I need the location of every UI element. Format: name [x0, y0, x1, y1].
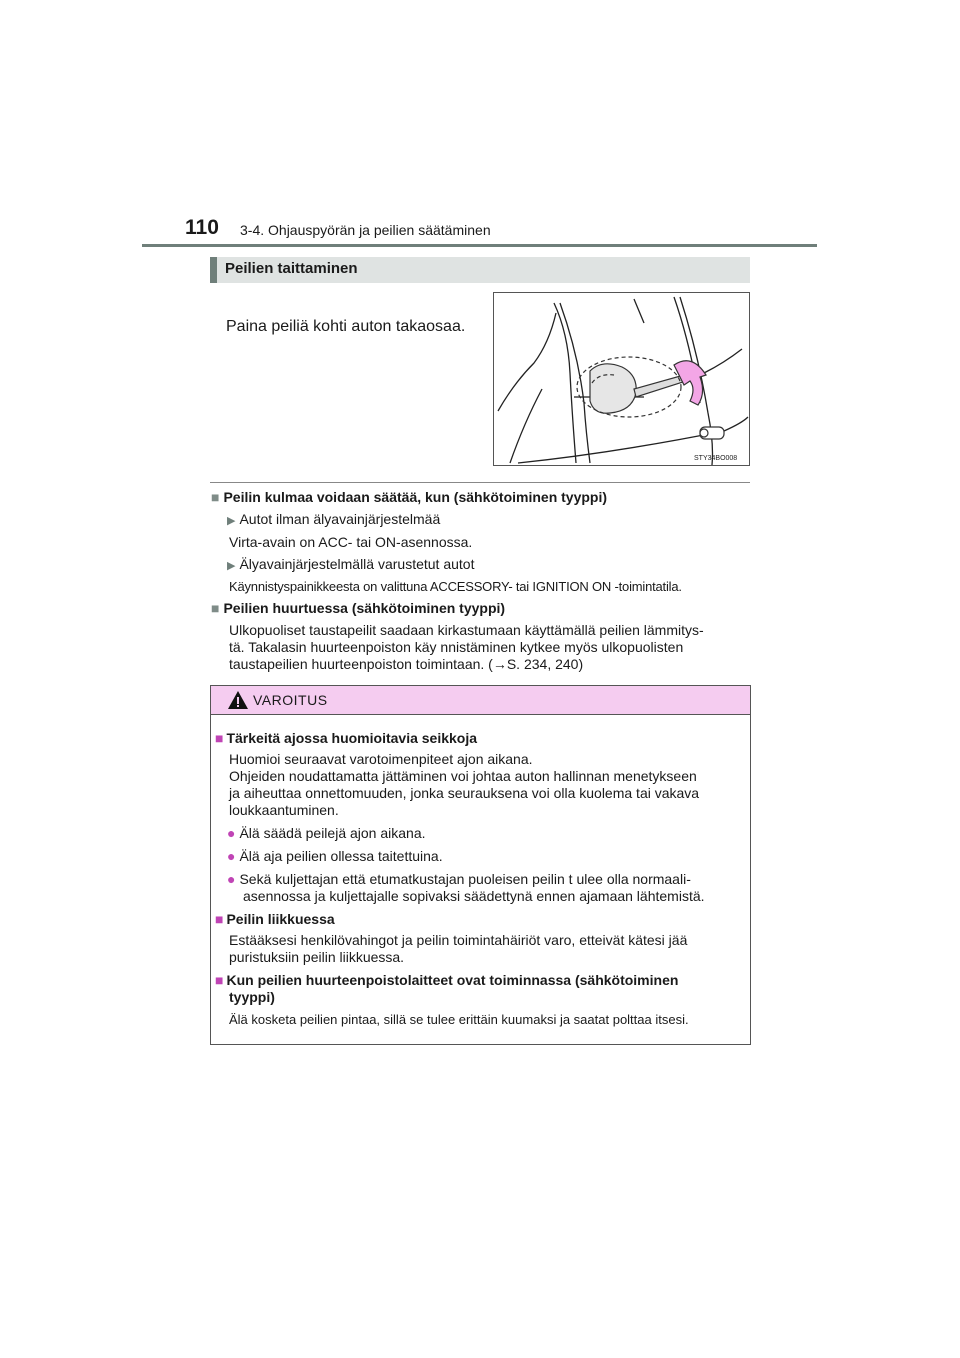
sub-condition-2-text: Älyavainjärjestelmällä varustetut autot: [239, 556, 475, 572]
warning-heading-text: Tärkeitä ajossa huomioitavia seikkoja: [226, 730, 478, 746]
square-bullet-icon: ■: [215, 911, 224, 927]
warning-bullet-continuation: asennossa ja kuljettajalle sopivaksi säädettynä ennen ajamaan lähtemistä.: [243, 888, 705, 904]
intro-text: Paina peiliä kohti auton takaosaa.: [226, 318, 466, 335]
section-title-accent: [210, 257, 217, 283]
dot-bullet-icon: ●: [227, 848, 236, 864]
defrost-line-3: taustapeilien huurteenpoiston toimintaan. (→S. 234, 240): [229, 656, 584, 672]
warning-heading-moving: [215, 911, 335, 928]
warning-bullet-text: Älä säädä peilejä ajon aikana.: [239, 825, 426, 841]
section-divider: [210, 482, 750, 483]
warning-bullet-text: Älä aja peilien ollessa taitettuina.: [239, 848, 443, 864]
item-heading-defrost: [211, 600, 505, 616]
sub-condition-1: [227, 511, 440, 527]
warning-box: [210, 685, 751, 1045]
dot-bullet-icon: ●: [227, 871, 236, 887]
triangle-bullet-icon: ▶: [227, 515, 236, 527]
section-title: Peilien taittaminen: [225, 260, 358, 277]
warning-bullet: [227, 825, 426, 842]
warning-text: Älä kosketa peilien pintaa, sillä se tulee erittäin kuumaksi ja saatat polttaa itsesi.: [229, 1012, 689, 1027]
figure-code: STY34BO008: [694, 455, 738, 462]
warning-heading-defrost: [215, 972, 678, 989]
condition-1-text: Virta-avain on ACC- tai ON-asennossa.: [229, 534, 473, 550]
sub-condition-1-text: Autot ilman älyavainjärjestelmää: [239, 511, 441, 527]
chapter-title: 3-4. Ohjauspyörän ja peilien säätäminen: [240, 222, 491, 238]
warning-bullet-text: Sekä kuljettajan että etumatkustajan puoleisen peilin t ulee olla normaali-: [239, 871, 691, 887]
defrost-line-2: tä. Takalasin huurteenpoiston käy nnistäminen kytkee myös ulkopuolisten: [229, 639, 684, 655]
item-heading-text: Peilien huurtuessa (sähkötoiminen tyyppi): [223, 600, 506, 616]
sub-condition-2: [227, 556, 474, 572]
warning-heading-text: Kun peilien huurteenpoistolaitteet ovat toiminnassa (sähkötoiminen: [226, 972, 679, 988]
warning-bullet: [227, 871, 691, 888]
header-divider: [142, 244, 817, 247]
warning-heading-text: Peilin liikkuessa: [226, 911, 335, 927]
square-bullet-icon: ■: [215, 972, 224, 988]
warning-label: VAROITUS: [253, 692, 328, 708]
warning-text: loukkaantuminen.: [229, 802, 339, 818]
condition-2-text: Käynnistyspainikkeesta on valittuna ACCESSORY- tai IGNITION ON -toimintatila.: [229, 579, 682, 594]
item-heading-text: Peilin kulmaa voidaan säätää, kun (sähkötoiminen tyyppi): [223, 489, 608, 505]
warning-text: ja aiheuttaa onnettomuuden, jonka seurauksena voi olla kuolema tai vakava: [229, 785, 700, 801]
dot-bullet-icon: ●: [227, 825, 236, 841]
mirror-fold-illustration: [493, 292, 750, 466]
square-bullet-icon: ■: [215, 730, 224, 746]
square-bullet-icon: ■: [211, 489, 220, 505]
warning-text: Ohjeiden noudattamatta jättäminen voi johtaa auton hallinnan menetykseen: [229, 768, 697, 784]
warning-triangle-icon: [227, 690, 249, 710]
page-number: 110: [185, 216, 219, 239]
warning-text: Huomioi seuraavat varotoimenpiteet ajon aikana.: [229, 751, 533, 767]
item-heading-angle: [211, 489, 607, 505]
warning-bullet: [227, 848, 443, 865]
warning-text: Estääksesi henkilövahingot ja peilin toimintahäiriöt varo, etteivät kätesi jää: [229, 932, 688, 948]
warning-heading-continuation: tyyppi): [229, 989, 275, 1005]
triangle-bullet-icon: ▶: [227, 560, 236, 572]
warning-text: puristuksiin peilin liikkuessa.: [229, 949, 405, 965]
section-title-bar: [210, 257, 750, 283]
square-bullet-icon: ■: [211, 600, 220, 616]
warning-header: [211, 686, 750, 715]
defrost-line-1: Ulkopuoliset taustapeilit saadaan kirkastumaan käyttämällä peilien lämmitys-: [229, 622, 704, 638]
warning-heading-driving: [215, 730, 477, 747]
